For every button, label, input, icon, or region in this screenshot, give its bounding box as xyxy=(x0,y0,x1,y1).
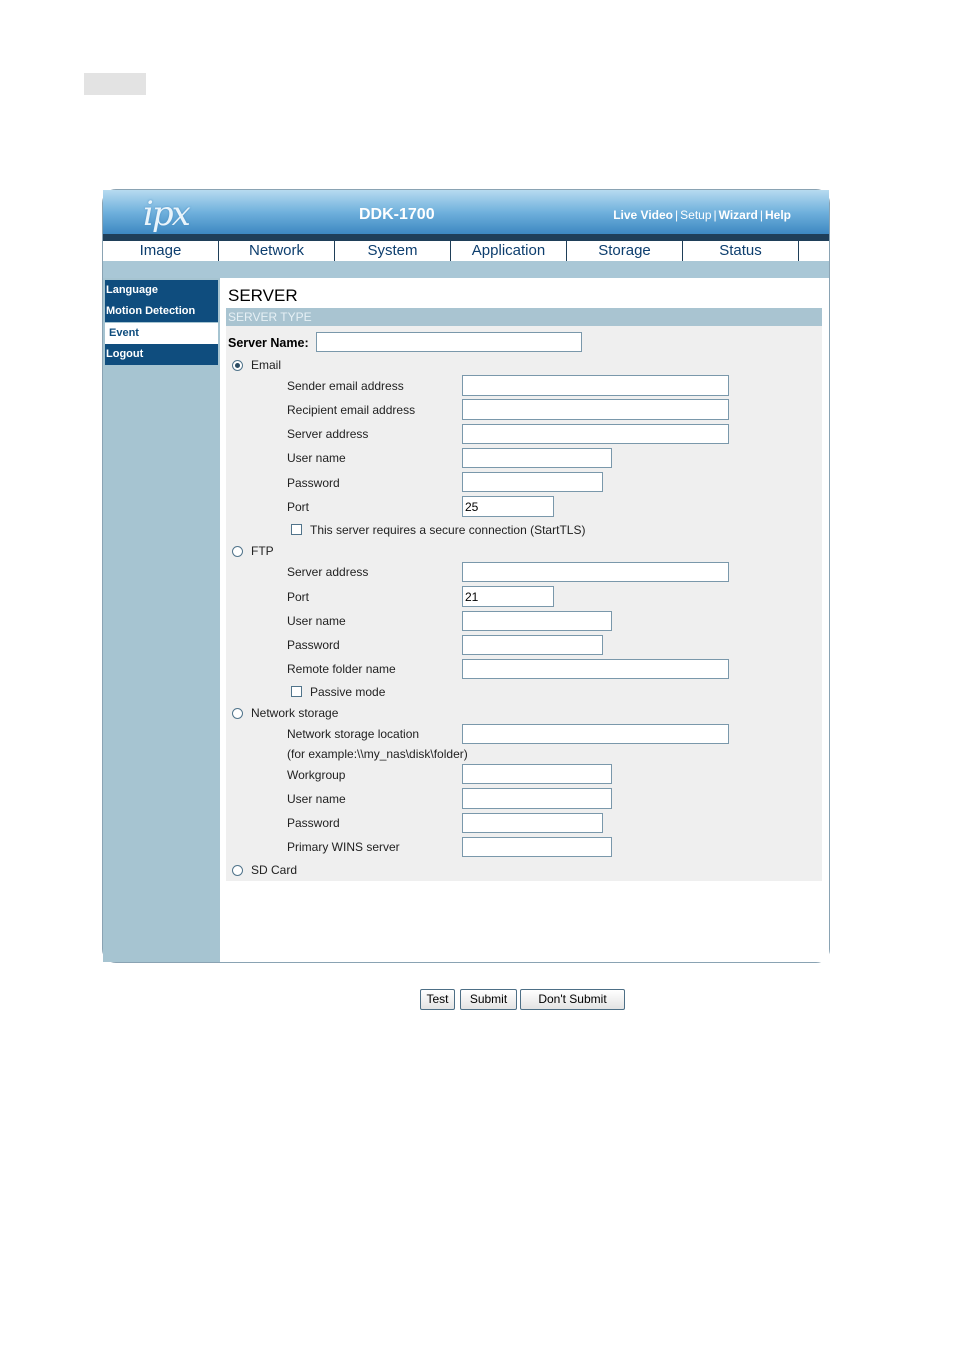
wins-server-input[interactable] xyxy=(462,837,612,857)
email-password-input[interactable] xyxy=(462,472,603,492)
email-server-address-label: Server address xyxy=(287,427,369,441)
network-storage-radio[interactable] xyxy=(232,708,243,719)
nas-example-hint: (for example:\\my_nas\disk\folder) xyxy=(287,747,468,761)
email-label: Email xyxy=(251,358,282,372)
recipient-email-input[interactable] xyxy=(462,399,729,420)
passive-mode-label: Passive mode xyxy=(310,685,386,699)
tab-image[interactable]: Image xyxy=(103,241,219,261)
recipient-email-label: Recipient email address xyxy=(287,403,416,417)
sender-email-label: Sender email address xyxy=(287,379,404,393)
ftp-port-input[interactable] xyxy=(462,586,554,607)
sidebar xyxy=(103,278,220,962)
top-links xyxy=(613,208,791,222)
test-button[interactable]: Test xyxy=(420,989,455,1010)
main-tabs xyxy=(103,240,829,262)
wizard-link[interactable]: Wizard xyxy=(718,208,758,222)
help-link[interactable]: Help xyxy=(764,208,791,222)
tab-network[interactable]: Network xyxy=(219,241,335,261)
server-name-input[interactable] xyxy=(316,332,582,352)
starttls-label: This server requires a secure connection (StartTLS) xyxy=(310,523,586,537)
sub-bar xyxy=(103,261,829,278)
corner-mark xyxy=(84,73,146,95)
sidebar-item-language[interactable]: Language xyxy=(105,280,218,301)
nas-user-name-input[interactable] xyxy=(462,788,612,809)
live-video-link[interactable]: Live Video xyxy=(613,208,674,222)
nas-password-label: Password xyxy=(287,816,340,830)
sd-card-label: SD Card xyxy=(251,863,298,877)
header xyxy=(103,190,829,240)
workgroup-input[interactable] xyxy=(462,764,612,784)
nas-user-name-label: User name xyxy=(287,792,346,806)
link-separator: | xyxy=(759,208,763,222)
link-separator: | xyxy=(675,208,679,222)
ftp-port-label: Port xyxy=(287,590,310,604)
server-name-label: Server Name: xyxy=(228,336,309,350)
section-header: SERVER TYPE xyxy=(226,308,822,326)
email-user-name-label: User name xyxy=(287,451,346,465)
ftp-radio[interactable] xyxy=(232,546,243,557)
wins-server-label: Primary WINS server xyxy=(287,840,400,854)
tab-storage[interactable]: Storage xyxy=(567,241,683,261)
email-server-address-input[interactable] xyxy=(462,424,729,444)
dont-submit-button[interactable]: Don't Submit xyxy=(520,989,625,1010)
passive-mode-checkbox[interactable] xyxy=(291,686,302,697)
nas-location-input[interactable] xyxy=(462,724,729,744)
remote-folder-label: Remote folder name xyxy=(287,662,396,676)
link-separator: | xyxy=(713,208,717,222)
nas-location-label: Network storage location xyxy=(287,727,420,741)
email-password-label: Password xyxy=(287,476,340,490)
page-title: SERVER xyxy=(228,286,298,305)
ftp-password-label: Password xyxy=(287,638,340,652)
ftp-password-input[interactable] xyxy=(462,635,603,655)
ftp-server-address-label: Server address xyxy=(287,565,369,579)
email-port-label: Port xyxy=(287,500,310,514)
tab-status[interactable]: Status xyxy=(683,241,799,261)
content xyxy=(220,278,829,1006)
sidebar-item-logout[interactable]: Logout xyxy=(105,344,218,365)
network-storage-label: Network storage xyxy=(251,706,339,720)
ftp-user-name-label: User name xyxy=(287,614,346,628)
email-radio[interactable] xyxy=(232,360,243,371)
sender-email-input[interactable] xyxy=(462,375,729,396)
email-port-input[interactable] xyxy=(462,496,554,517)
ipx-logo: ipx xyxy=(143,194,189,234)
camera-web-ui xyxy=(102,189,830,1006)
ftp-server-address-input[interactable] xyxy=(462,562,729,582)
workgroup-label: Workgroup xyxy=(287,768,346,782)
nas-password-input[interactable] xyxy=(462,813,603,833)
sidebar-item-event[interactable]: Event xyxy=(105,323,218,344)
starttls-checkbox[interactable] xyxy=(291,524,302,535)
sidebar-item-motion-detection[interactable]: Motion Detection xyxy=(105,301,218,322)
ftp-label: FTP xyxy=(251,544,274,558)
tab-application[interactable]: Application xyxy=(451,241,567,261)
model-title: DDK-1700 xyxy=(359,206,435,223)
sd-card-radio[interactable] xyxy=(232,865,243,876)
remote-folder-input[interactable] xyxy=(462,659,729,679)
setup-link[interactable]: Setup xyxy=(680,208,712,222)
email-user-name-input[interactable] xyxy=(462,448,612,468)
tab-system[interactable]: System xyxy=(335,241,451,261)
submit-button[interactable]: Submit xyxy=(460,989,517,1010)
ftp-user-name-input[interactable] xyxy=(462,611,612,631)
